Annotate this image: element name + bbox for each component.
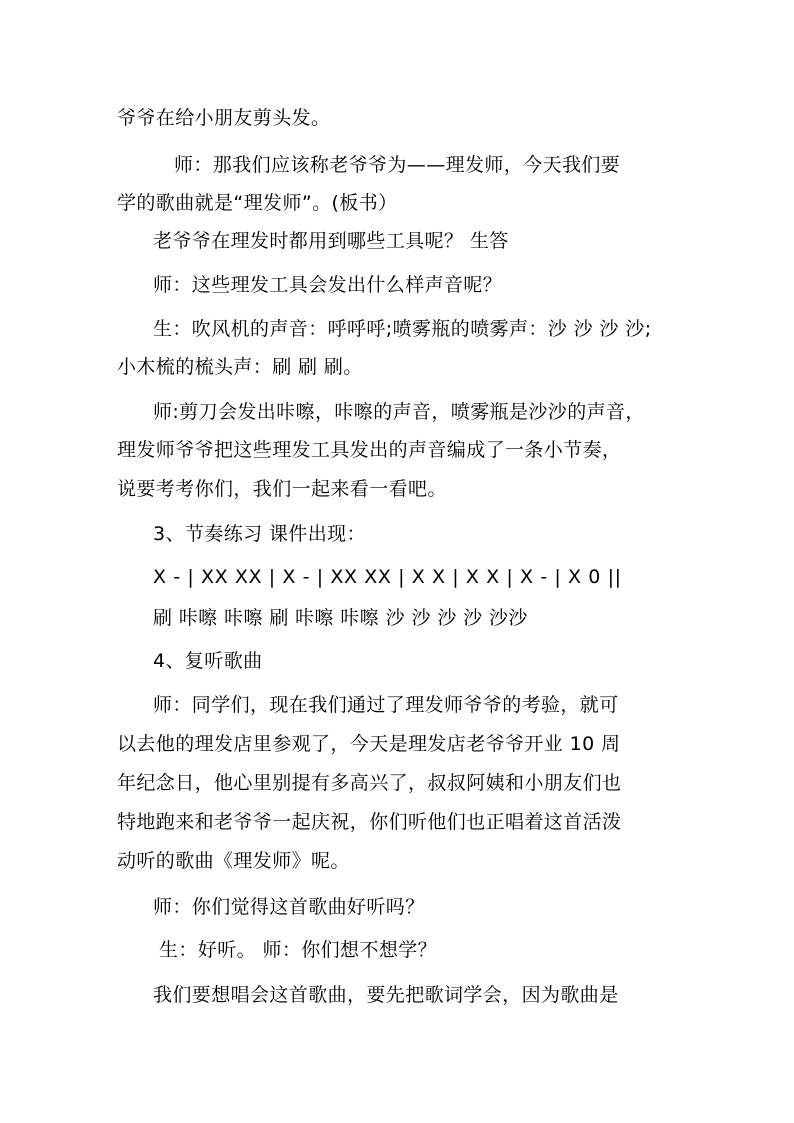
text-line: 爷爷在给小朋友剪头发。 <box>117 107 331 129</box>
text-line: 理发师爷爷把这些理发工具发出的声音编成了一条小节奏， <box>117 439 622 461</box>
section-heading: 3、节奏练习 课件出现： <box>153 523 366 545</box>
text-line: 年纪念日，他心里别提有多高兴了，叔叔阿姨和小朋友们也 <box>117 772 622 794</box>
text-line: 动听的歌曲《理发师》呢。 <box>117 850 350 872</box>
text-line: 生：好听。 师：你们想不想学？ <box>159 939 438 961</box>
text-line: 以去他的理发店里参观了，今天是理发店老爷爷开业 10 周 <box>117 733 621 755</box>
text-line: 师：那我们应该称老爷爷为——理发师，今天我们要 <box>174 154 621 176</box>
text-line: 师：你们觉得这首歌曲好听吗？ <box>153 896 425 918</box>
section-heading: 4、复听歌曲 <box>153 650 263 672</box>
text-line: 学的歌曲就是“理发师”。(板书） <box>117 192 398 214</box>
rhythm-notation: X - | XX XX | X - | XX XX | X X | X X | X - | X 0 || <box>153 566 622 588</box>
text-line: 特地跑来和老爷爷一起庆祝，你们听他们也正唱着这首活泼 <box>117 811 622 833</box>
text-line: 说要考考你们，我们一起来看一看吧。 <box>117 478 447 500</box>
text-line: 老爷爷在理发时都用到哪些工具呢？ 生答 <box>153 230 509 252</box>
text-line: 师：同学们，现在我们通过了理发师爷爷的考验，就可 <box>153 694 619 716</box>
text-line: 我们要想唱会这首歌曲，要先把歌词学会，因为歌曲是 <box>153 984 619 1006</box>
text-line: 生：吹风机的声音：呼呼呼;喷雾瓶的喷雾声：沙 沙 沙 沙; <box>153 318 652 340</box>
text-line: 小木梳的梳头声：刷 刷 刷。 <box>117 356 363 378</box>
rhythm-lyrics: 刷 咔嚓 咔嚓 刷 咔嚓 咔嚓 沙 沙 沙 沙 沙沙 <box>153 607 528 629</box>
text-line: 师：这些理发工具会发出什么样声音呢？ <box>153 274 503 296</box>
text-line: 师:剪刀会发出咔嚓，咔嚓的声音，喷雾瓶是沙沙的声音， <box>153 401 645 423</box>
